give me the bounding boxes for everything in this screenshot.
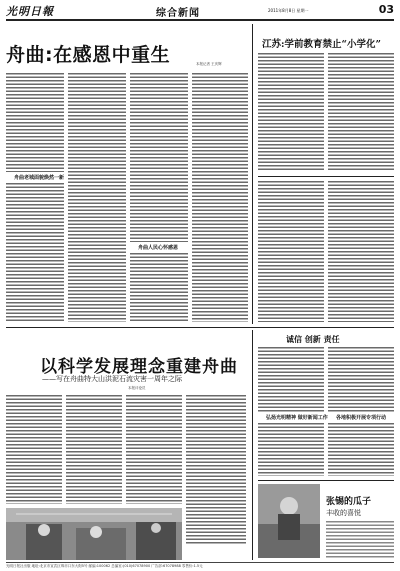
story1-column-3 [130,72,188,242]
section-title: 综合新闻 [156,8,200,19]
newspaper-logo: 光明日報 [6,5,54,18]
story2-divider [258,176,394,177]
photo-story-image [258,484,320,558]
issue-date: 2011年8月8日 星期一 [268,8,309,13]
column-divider-lower [252,330,253,560]
story4-column-1 [258,346,324,412]
section-divider [6,327,394,328]
story3-byline: 本报评论员 [128,386,146,390]
photo-story-subtitle: 丰收的喜悦 [326,509,361,517]
story4-column-3 [258,422,324,476]
story1-subhead-1: 舟曲老城面貌焕然一新 [14,175,65,181]
story4-subhead-2: 各地积极开展专项行动 [336,415,387,421]
news-photo [6,508,182,560]
story3-subtitle: ——写在舟曲特大山洪泥石流灾害一周年之际 [42,375,182,383]
page-footer: 光明日报社出版 地址:北京市宣武区珠市口东大街5号 邮编:100062 总编室:(010)67078900 广告部:67078988 零售价:1.5元 [6,562,394,569]
story1-byline: 本报记者 王庆辉 [196,62,222,66]
story1-column-1 [6,72,64,172]
story1-subhead-2: 舟曲人民心怀感恩 [138,245,179,251]
story3-headline: 以科学发展理念重建舟曲 [40,357,238,377]
story2-column-3 [258,180,324,322]
story2-column-1 [258,52,324,172]
story1-headline: 舟曲:在感恩中重生 [6,44,171,66]
story2-column-4 [328,180,394,322]
photo-story-text [326,520,394,558]
story4-subhead-1: 弘扬光明精神 做好新闻工作 [266,415,328,421]
story2-column-2 [328,52,394,172]
story4-headline: 诚信 创新 责任 [286,334,340,344]
photo-story-divider [258,480,394,481]
story1-column-3b [130,252,188,322]
story1-column-4 [192,72,248,322]
story3-column-3 [126,394,182,504]
column-divider [252,24,253,324]
story1-column-1b [6,182,64,322]
story1-column-2 [68,72,126,322]
page-number: 03 [378,3,394,16]
photo-story-title: 张锡的瓜子 [326,497,372,507]
masthead [6,3,394,21]
story3-column-4 [186,394,246,544]
story2-headline: 江苏:学前教育禁止“小学化” [262,39,381,50]
story3-column-2 [66,394,122,504]
story4-column-4 [328,422,394,476]
story3-column-1 [6,394,62,504]
story4-column-2 [328,346,394,412]
